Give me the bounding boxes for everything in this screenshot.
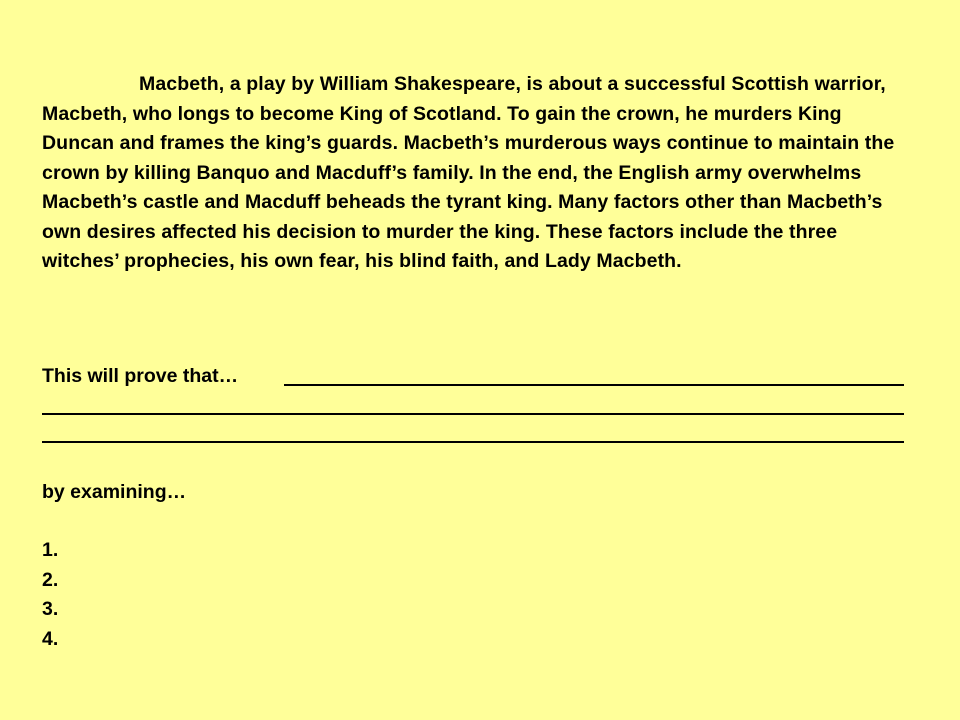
thesis-blank-line-3[interactable] — [42, 441, 904, 443]
numbered-list — [42, 536, 58, 654]
thesis-blank-line-1[interactable] — [284, 384, 904, 386]
thesis-prompt: This will prove that… — [42, 365, 239, 387]
thesis-blank-line-2[interactable] — [42, 413, 904, 415]
examining-prompt: by examining… — [42, 481, 187, 503]
list-item: 1. — [42, 539, 59, 561]
list-item: 3. — [42, 598, 59, 620]
list-item: 4. — [42, 627, 59, 650]
list-item: 2. — [42, 568, 59, 591]
intro-paragraph: Macbeth, a play by William Shakespeare, is about a successful Scottish warrior, Macbeth, who longs to become King of Scotland. To gain the crown, he murders King Duncan and frames the king’s guards. Macbeth’s murderous ways continue to maintain the crown by killing Banquo and Macduff’s family. In the end, the English army overwhelms Macbeth’s castle and Macduff beheads the tyrant king. Many factors other than Macbeth’s own desires affected his decision to murder the king. These factors include the three witches’ prophecies, his own fear, his blind faith, and Lady Macbeth. — [42, 73, 895, 272]
